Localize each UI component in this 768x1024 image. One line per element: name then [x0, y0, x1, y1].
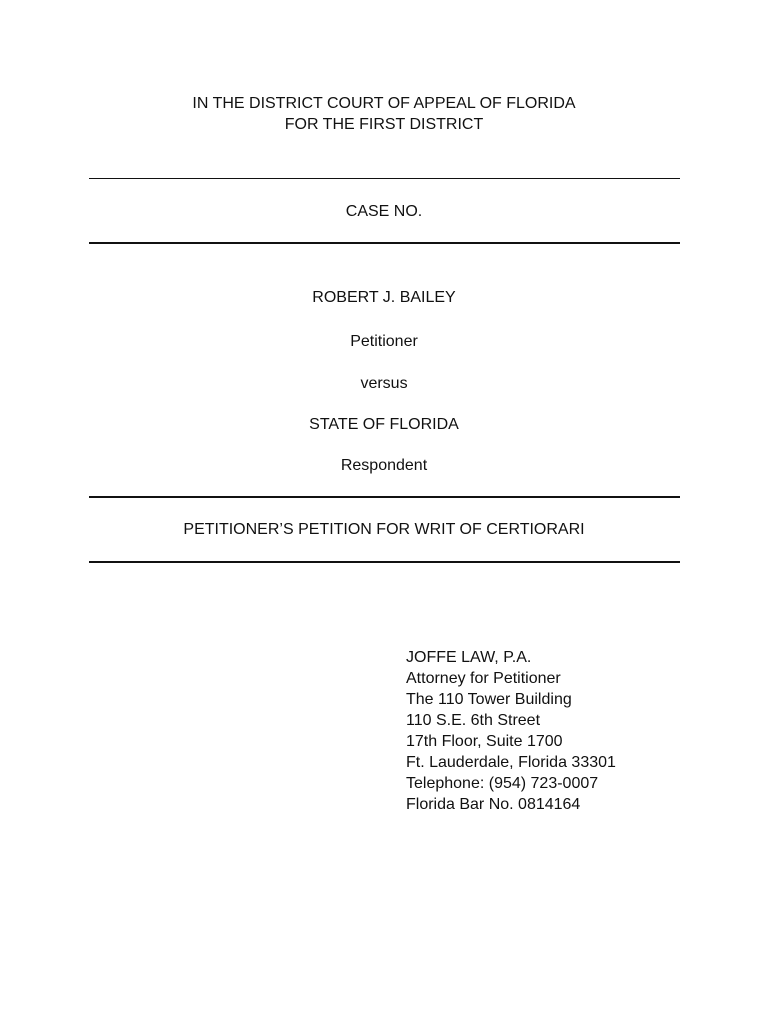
respondent-role: Respondent	[340, 457, 428, 474]
attorney-suite: 17th Floor, Suite 1700	[406, 733, 563, 750]
attorney-telephone: Telephone: (954) 723-0007	[406, 775, 599, 792]
divider-rule-2	[89, 242, 680, 244]
divider-rule-3	[89, 496, 680, 498]
attorney-role: Attorney for Petitioner	[406, 670, 561, 687]
attorney-bar-number: Florida Bar No. 0814164	[406, 796, 581, 813]
court-name-line-2: FOR THE FIRST DISTRICT	[284, 116, 484, 133]
attorney-street: 110 S.E. 6th Street	[406, 712, 541, 729]
versus-text: versus	[360, 375, 408, 392]
attorney-city: Ft. Lauderdale, Florida 33301	[406, 754, 616, 771]
case-number-label: CASE NO.	[345, 203, 423, 220]
divider-rule-1	[89, 178, 680, 179]
court-name-line-1: IN THE DISTRICT COURT OF APPEAL OF FLORIDA	[192, 95, 576, 112]
attorney-address-block	[406, 647, 616, 815]
respondent-name: STATE OF FLORIDA	[309, 416, 459, 433]
petitioner-role: Petitioner	[350, 333, 418, 350]
document-title: PETITIONER’S PETITION FOR WRIT OF CERTIORARI	[183, 521, 585, 538]
divider-rule-4	[89, 561, 680, 563]
attorney-building: The 110 Tower Building	[406, 691, 572, 708]
attorney-firm-name: JOFFE LAW, P.A.	[406, 649, 532, 666]
petitioner-name: ROBERT J. BAILEY	[312, 289, 456, 306]
